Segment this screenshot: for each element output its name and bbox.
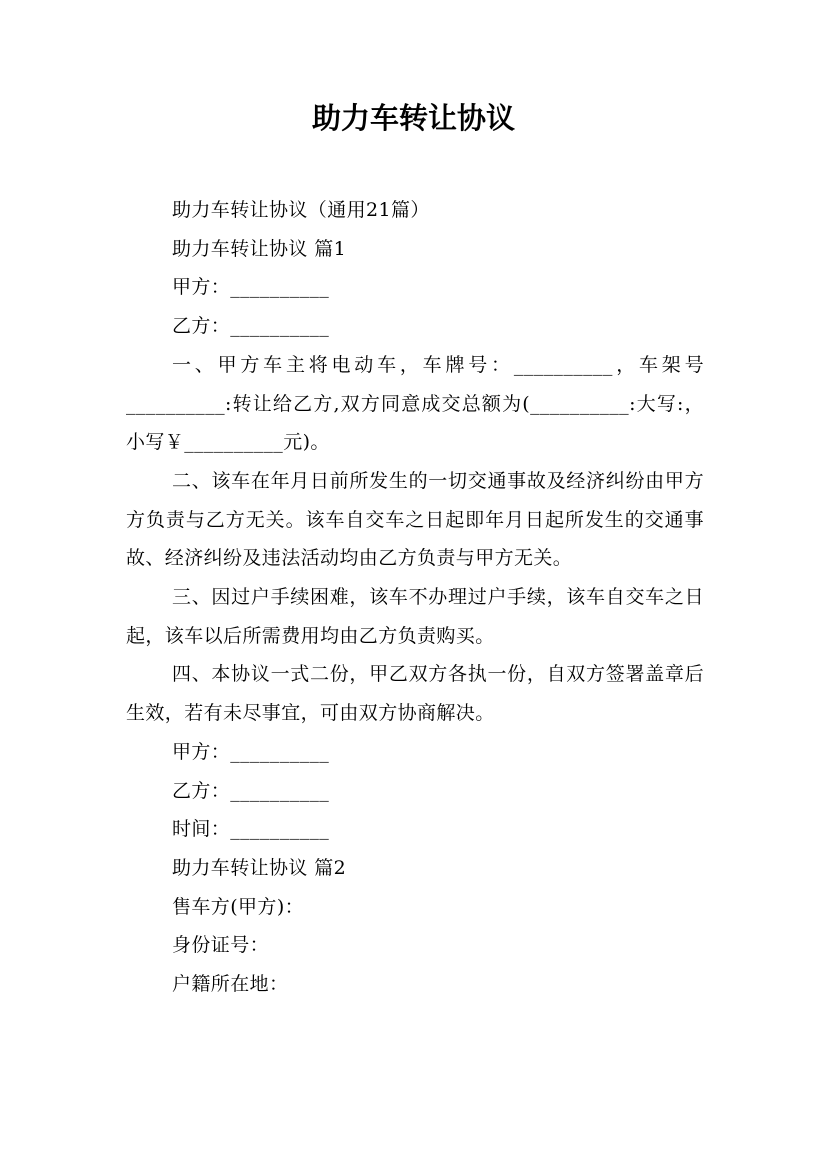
clause-1: 一、甲方车主将电动车，车牌号：__________，车架号__________:转让给乙方,双方同意成交总额为(__________:大写:，小写￥__________元)。	[126, 353, 704, 454]
party-a-signature-field: 甲方：__________	[172, 740, 330, 763]
document-body	[126, 191, 704, 1004]
household-address-field: 户籍所在地：	[172, 973, 289, 996]
clause-2: 二、该车在年月日前所发生的一切交通事故及经济纠纷由甲方方负责与乙方无关。该车自交车之日起即年月日起所发生的交通事故、经济纠纷及违法活动均由乙方负责与甲方无关。	[126, 469, 704, 570]
id-number-field: 身份证号：	[172, 934, 270, 957]
section-heading: 助力车转让协议 篇1	[172, 237, 347, 260]
document-title: 助力车转让协议	[311, 101, 515, 135]
document-subtitle: 助力车转让协议（通用21篇）	[172, 199, 430, 221]
section-heading: 助力车转让协议 篇2	[172, 856, 347, 879]
party-a-field: 甲方：__________	[172, 276, 330, 299]
clause-3: 三、因过户手续困难，该车不办理过户手续，该车自交车之日起，该车以后所需费用均由乙方负责购买。	[126, 586, 704, 647]
party-b-field: 乙方：__________	[172, 315, 330, 338]
seller-field: 售车方(甲方)：	[172, 895, 305, 918]
party-b-signature-field: 乙方：__________	[172, 779, 330, 802]
clause-4: 四、本协议一式二份，甲乙双方各执一份，自双方签署盖章后生效，若有未尽事宜，可由双方协商解决。	[126, 663, 704, 725]
date-field: 时间：__________	[172, 818, 330, 841]
